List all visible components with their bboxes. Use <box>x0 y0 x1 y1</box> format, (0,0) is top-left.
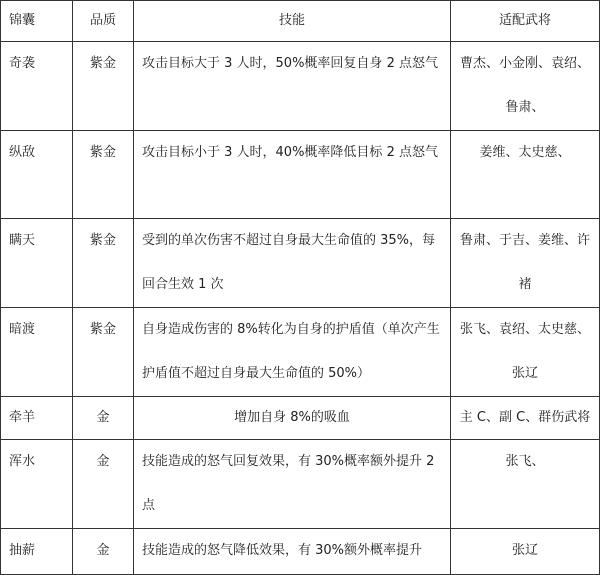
header-generals: 适配武将 <box>451 1 600 42</box>
row-quality: 紫金 <box>73 131 134 219</box>
row-skill: 增加自身 8%的吸血 <box>134 397 451 440</box>
row-name: 浑水 <box>1 440 73 529</box>
table-row <box>1 529 600 575</box>
row-quality: 金 <box>73 440 134 529</box>
header-skill: 技能 <box>134 1 451 42</box>
header-row <box>1 1 600 42</box>
row-generals: 姜维、太史慈、 <box>451 131 600 219</box>
row-generals: 张飞、 <box>451 440 600 529</box>
row-quality: 紫金 <box>73 219 134 308</box>
table-row <box>1 219 600 308</box>
row-generals: 张辽 <box>451 529 600 575</box>
table-row <box>1 440 600 529</box>
row-name: 纵敌 <box>1 131 73 219</box>
row-skill: 技能造成的怒气回复效果，有 30%概率额外提升 2 点 <box>134 440 451 529</box>
table-row <box>1 131 600 219</box>
row-skill: 自身造成伤害的 8%转化为自身的护盾值（单次产生护盾值不超过自身最大生命值的 50%） <box>134 308 451 397</box>
row-skill: 技能造成的怒气降低效果，有 30%额外概率提升 <box>134 529 451 575</box>
row-name: 抽薪 <box>1 529 73 575</box>
header-quality: 品质 <box>73 1 134 42</box>
table-row <box>1 42 600 131</box>
row-skill: 攻击目标大于 3 人时，50%概率回复自身 2 点怒气 <box>134 42 451 131</box>
row-quality: 紫金 <box>73 308 134 397</box>
row-generals: 鲁肃、于吉、姜维、许褚 <box>451 219 600 308</box>
row-quality: 金 <box>73 397 134 440</box>
row-generals: 张飞、袁绍、太史慈、张辽 <box>451 308 600 397</box>
row-skill: 攻击目标小于 3 人时，40%概率降低目标 2 点怒气 <box>134 131 451 219</box>
table-row <box>1 397 600 440</box>
row-name: 牵羊 <box>1 397 73 440</box>
row-name: 暗渡 <box>1 308 73 397</box>
row-generals: 曹杰、小金刚、袁绍、鲁肃、 <box>451 42 600 131</box>
table-row <box>1 308 600 397</box>
row-skill: 受到的单次伤害不超过自身最大生命值的 35%，每回合生效 1 次 <box>134 219 451 308</box>
row-quality: 紫金 <box>73 42 134 131</box>
row-generals: 主 C、副 C、群伤武将 <box>451 397 600 440</box>
row-name: 瞒天 <box>1 219 73 308</box>
row-name: 奇袭 <box>1 42 73 131</box>
header-name: 锦囊 <box>1 1 73 42</box>
row-quality: 金 <box>73 529 134 575</box>
